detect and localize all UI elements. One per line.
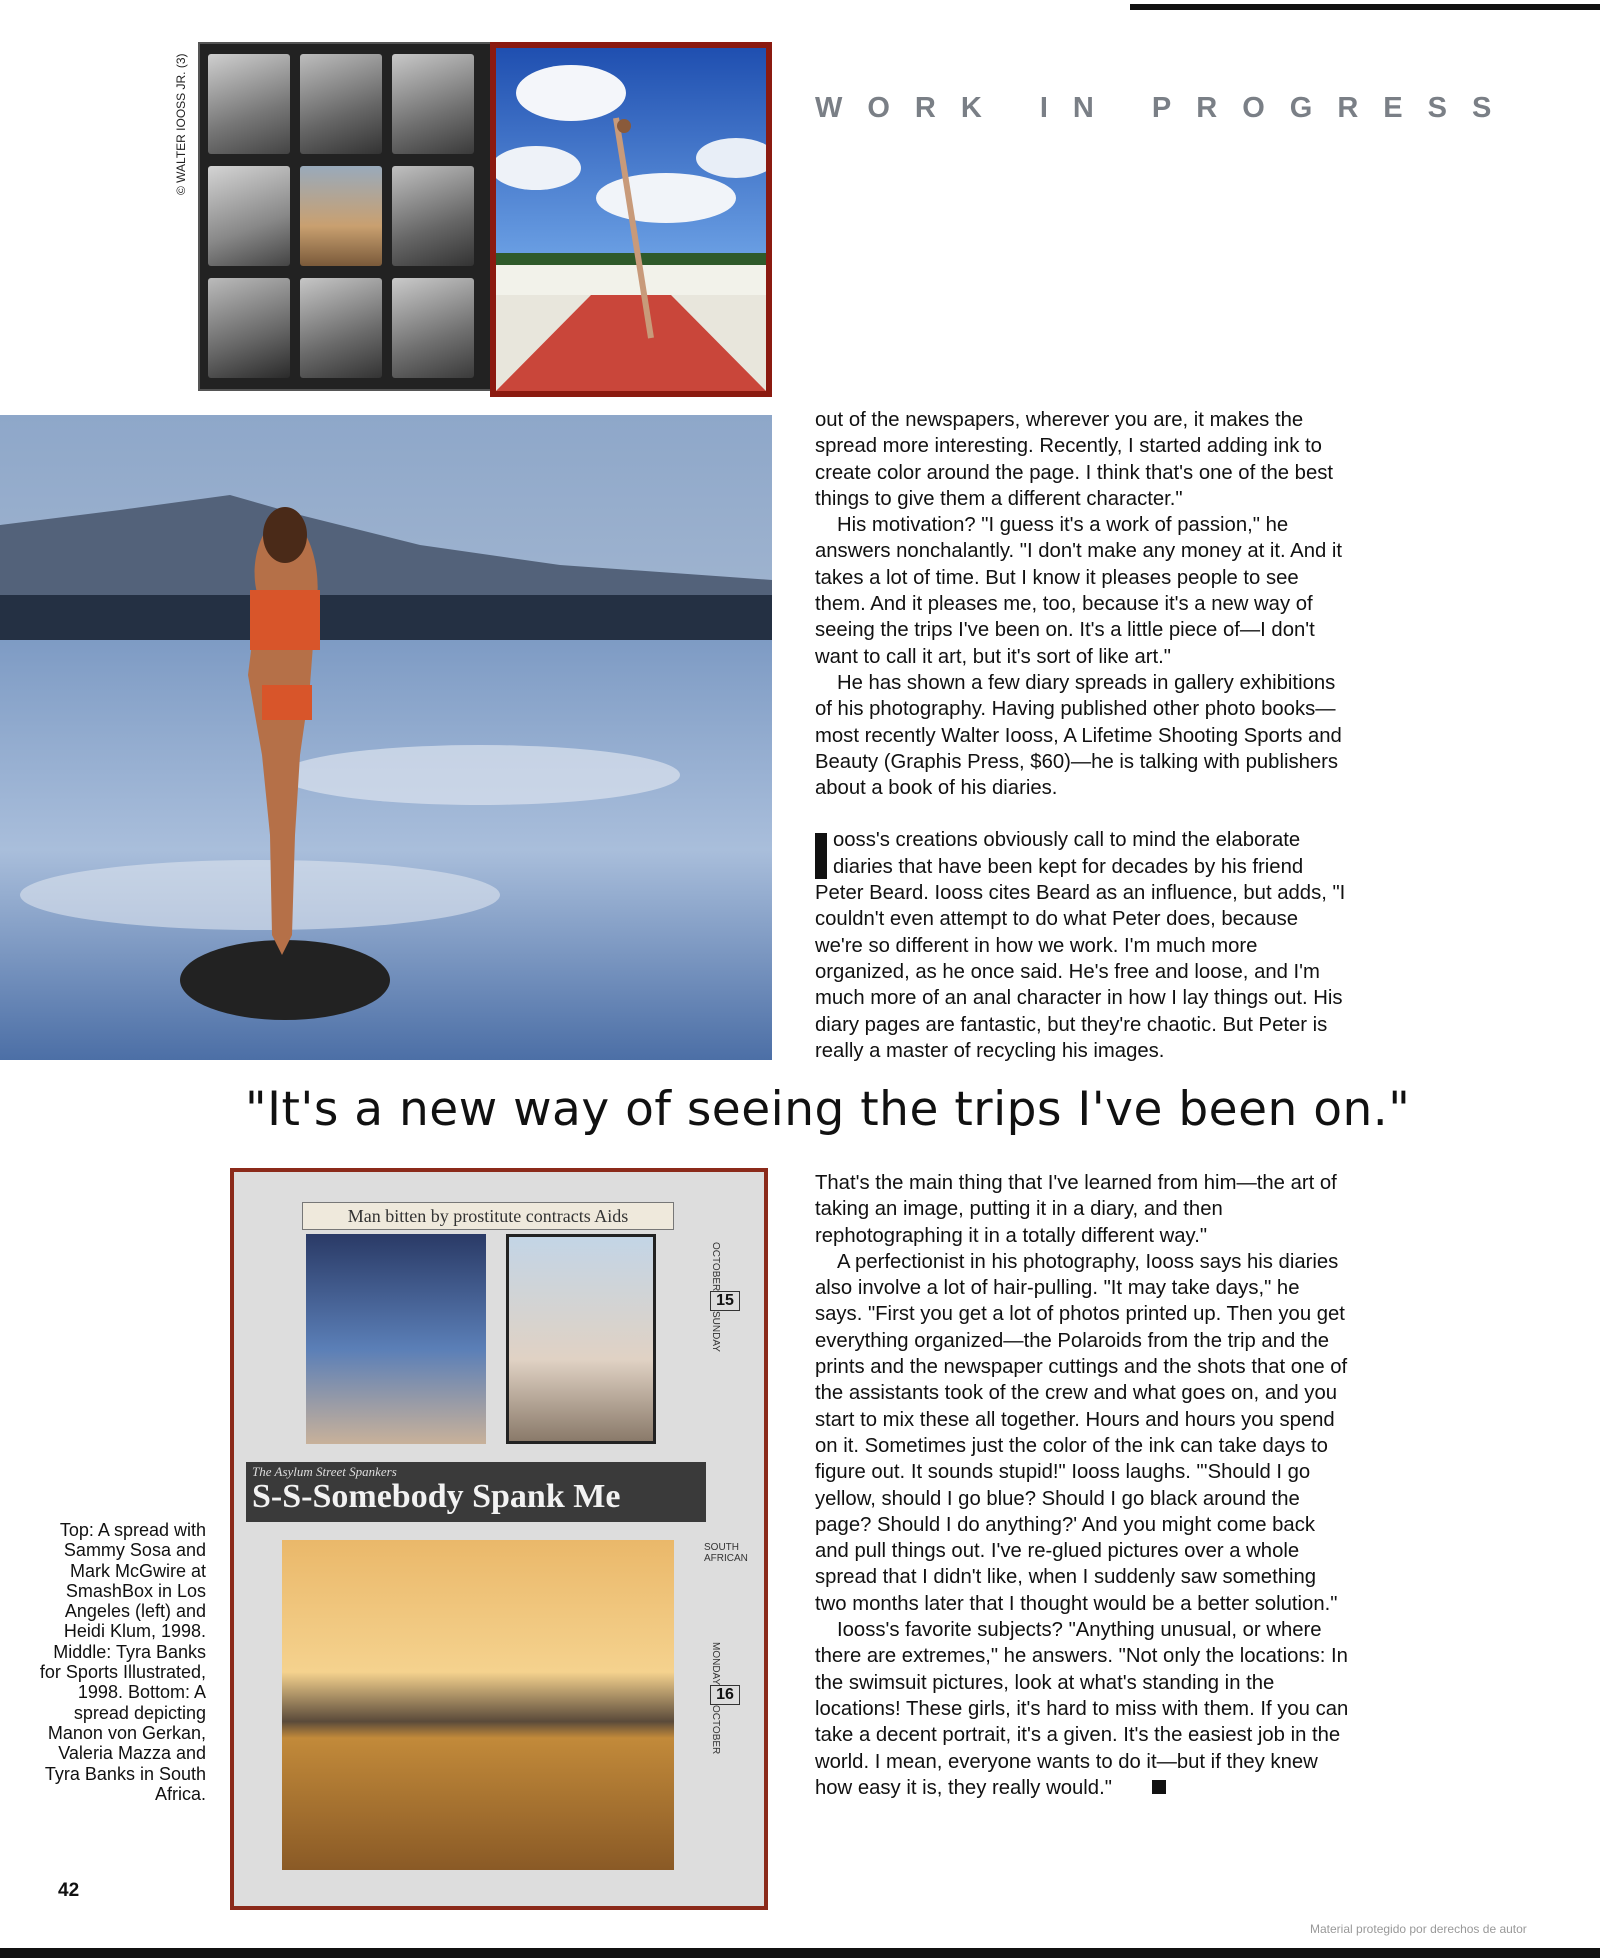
diary-label-south-african: SOUTH AFRICAN [704,1542,748,1564]
contact-sheet-photo [198,42,494,391]
diary-photo-woman-scarf [306,1234,486,1444]
paragraph: A perfectionist in his photography, Iooss says his diaries also involve a lot of hair-pulling. "It may take days," he says. "First you get a lot of photos printed up. Then you get everything organized—the Polaroids from the trip and the prints and the newspaper cuttings and the shots that one of the assistants took of the crew and what goes on, and you start to mix these all together. Hours and hours you spend on it. Sometimes just the color of the ink can take days to figure out. It sounds stupid!" Iooss laughs. "'Should I go yellow, should I go blue? Should I go black around the page? Should I do anything?' And you might come back and pull things out. I've re-glued pictures over a whole spread that I didn't like, when I suddenly saw something two months later that I thought would be a better solution." [815,1250,1348,1615]
paragraph: That's the main thing that I've learned from him—the art of taking an image, putting it in a diary, and then rephotographing it in a totally different way." [815,1172,1337,1247]
paragraph: He has shown a few diary spreads in gallery exhibitions of his photography. Having published other photo books—most recently Walter Iooss, A Lifetime Shooting Sports and Beauty (Graphis Press, $60)—he is talking with publishers about a book of his diaries. [815,671,1342,800]
body-column-top [815,407,1350,1064]
body-column-bottom [815,1170,1350,1801]
diary-banner [246,1462,706,1522]
beach-pier-photo [490,42,772,397]
end-mark [1152,1780,1166,1794]
paragraph-with-dropcap [815,827,1350,1064]
bottom-rule [0,1948,1600,1958]
diary-headline-2: S-S-Somebody Spank Me [252,1478,621,1515]
diary-photo-two-women [506,1234,656,1444]
diary-photo-sunset-swimsuit [282,1540,674,1870]
paragraph: out of the newspapers, wherever you are, it makes the spread more interesting. Recently, I started adding ink to create color around the page. I think that's one of the best things to give them a different character." [815,409,1334,510]
diary-date-1: OCTOBER 15 SUNDAY [710,1242,740,1392]
lake-portrait-illustration [0,415,772,1060]
diary-headline-2-small: The Asylum Street Spankers [252,1464,397,1479]
paragraph-final: Iooss's favorite subjects? "Anything unusual, or where there are extremes," he answers. "Not only the locations: In the swimsuit pictures, look at what's standing in the locations! These girls, it's hard to miss with them. If you can take a decent portrait, it's a given. It's the easiest job in the world. I mean, everyone wants to do it—but if they knew how easy it is, they really would." [815,1619,1349,1799]
diary-headline-1: Man bitten by prostitute contracts Aids [302,1202,674,1230]
paragraph-text: ooss's creations obviously call to mind the elaborate diaries that have been kept for decades by his friend Peter Beard. Iooss cites Beard as an influence, but adds, "I couldn't even attempt to do what Peter does, because we're so different in how we work. I'm much more organized, as he once said. He's free and loose, and I'm much more of an anal character in how I lay things out. His diary pages are fantastic, but they're chaotic. But Peter is really a master of recycling his images. [815,829,1346,1062]
beach-pier-illustration [496,48,766,391]
photo-credit [172,55,192,195]
lake-portrait-photo [0,415,772,1060]
diary-spread-photo [230,1168,768,1910]
photo-credit-text: © WALTER IOOSS JR. (3) [174,53,188,195]
top-rule [1130,4,1600,10]
page-number: 42 [58,1880,80,1901]
paragraph: His motivation? "I guess it's a work of passion," he answers nonchalantly. "I don't make any money at it. And it takes a lot of time. But I know it pleases people to see them. And it pleases me, too, because it's a new way of seeing the trips I've been on. It's a little piece of—I don't want to call it art, but it's sort of like art." [815,514,1343,668]
drop-cap [815,833,827,879]
pull-quote: "It's a new way of seeing the trips I've been on." [245,1082,1411,1137]
section-header: WORK IN PROGRESS [815,92,1517,124]
photo-caption: Top: A spread with Sammy Sosa and Mark McGwire at SmashBox in Los Angeles (left) and Heidi Klum, 1998. Middle: Tyra Banks for Sports Illustrated, 1998. Bottom: A spread depicting Manon von Gerkan, Valeria Mazza and Tyra Banks in South Africa. [39,1520,206,1804]
copyright-notice: Material protegido por derechos de autor [1310,1922,1527,1936]
diary-date-2: MONDAY 16 OCTOBER [710,1642,740,1812]
